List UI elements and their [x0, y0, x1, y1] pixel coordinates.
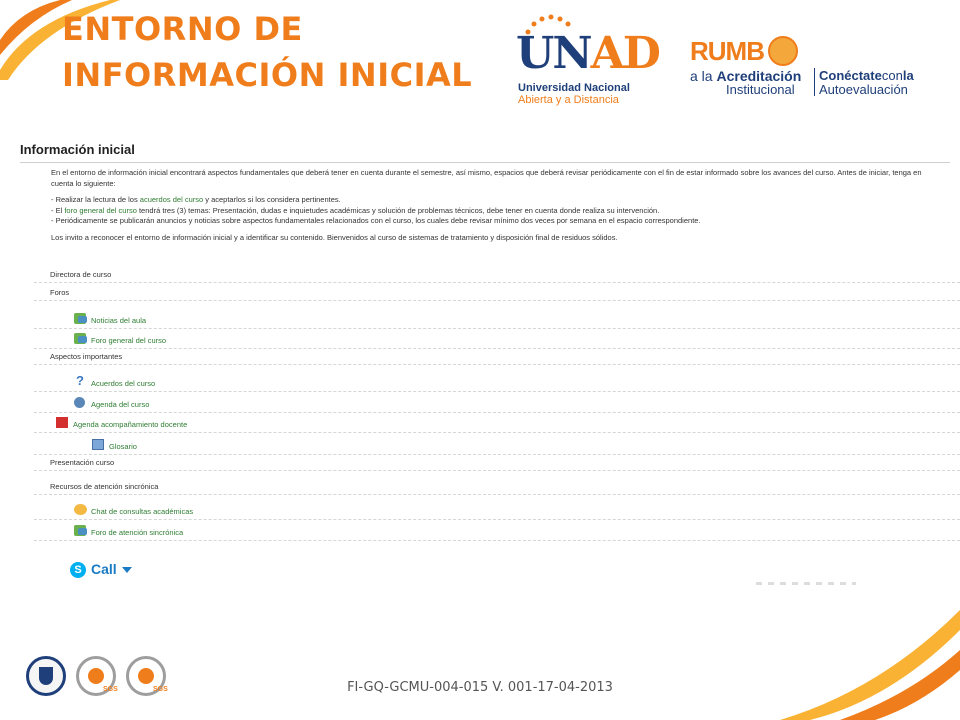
- course-page-screenshot: [16, 126, 960, 596]
- forum-icon: [74, 525, 86, 536]
- question-icon: ?: [76, 373, 84, 388]
- list-item[interactable]: Agenda acompañamiento docente: [34, 414, 960, 433]
- slide-title-line1: ENTORNO DE: [62, 10, 303, 48]
- foro-inline-link[interactable]: foro general del curso: [64, 205, 137, 215]
- unad-line2: Abierta y a Distancia: [518, 94, 619, 106]
- rumbo-line1: a la Acreditación: [690, 68, 802, 84]
- unad-wordmark: UNAD: [516, 28, 659, 79]
- list-item[interactable]: Noticias del aula: [34, 310, 960, 329]
- list-item[interactable]: Glosario: [34, 436, 960, 455]
- bullet-foro: - El foro general del curso tendrá tres (3) temas: Presentación, dudas e inquietudes académicas y solución de problemas técnicos, debe tener en cuenta donde realiza su intervención.: [51, 205, 660, 215]
- welcome-paragraph: Los invito a reconocer el entorno de información inicial y a identificar su contenido. Bienvenidos al curso de sistemas de tratamiento y disposición final de residuos sólidos.: [51, 232, 618, 242]
- list-item[interactable]: Foro general del curso: [34, 330, 960, 349]
- list-item[interactable]: Agenda del curso: [34, 394, 960, 413]
- title-divider: [20, 162, 950, 163]
- unad-logo: [516, 14, 659, 110]
- forum-icon: [74, 333, 86, 344]
- intro-paragraph: En el entorno de información inicial encontrará aspectos fundamentales que deberá tener en cuenta durante el semestre, así mismo, espacios que deberá revisar periódicamente con el fin de estar informado sobre los avances del curso. Antes de iniciar, tenga en cuenta lo siguiente:: [51, 168, 922, 188]
- sgs-certification-badge: SGS: [126, 656, 166, 696]
- rumbo-logo: [688, 34, 928, 100]
- globe-icon: [768, 36, 798, 66]
- list-item[interactable]: ? Acuerdos del curso: [34, 373, 960, 392]
- glossary-icon: [92, 439, 104, 450]
- list-item: Directora de curso: [34, 264, 960, 283]
- section-header: Aspectos importantes: [34, 346, 960, 365]
- chat-icon: [74, 504, 87, 515]
- section-header: Presentación curso: [34, 452, 960, 471]
- skype-icon: S: [70, 562, 86, 578]
- document-code: FI-GQ-GCMU-004-015 V. 001-17-04-2013: [347, 680, 613, 695]
- rumbo-right2: Autoevaluación: [819, 82, 908, 97]
- rumbo-right1: Conéctateconla: [819, 68, 914, 83]
- intro-text: [51, 168, 941, 249]
- forum-icon: [74, 313, 86, 324]
- slide-title: [62, 6, 472, 98]
- course-page-title: Información inicial: [20, 142, 135, 157]
- call-label: Call: [91, 561, 117, 577]
- bullet-acuerdos: - Realizar la lectura de los acuerdos del curso y aceptarlos si los considera pertinentes.: [51, 195, 341, 204]
- bullet-anuncios: - Periódicamente se publicarán anuncios y noticias sobre aspectos fundamentales relacionados con el curso, los cuales debe revisar mínimo dos veces por semana en el espacio correspondiente.: [51, 216, 701, 225]
- section-header: Recursos de atención sincrónica: [34, 476, 960, 495]
- sgs-certification-badge: SGS: [76, 656, 116, 696]
- chevron-down-icon: [122, 567, 132, 573]
- section-header: Foros: [34, 282, 960, 301]
- unad-line1: Universidad Nacional: [518, 82, 630, 94]
- bottom-right-swoosh: [780, 600, 960, 720]
- acuerdos-inline-link[interactable]: acuerdos del curso: [139, 195, 204, 204]
- rumbo-divider: [814, 68, 815, 96]
- slide-title-line2: INFORMACIÓN INICIAL: [62, 56, 473, 94]
- rumbo-line2: Institucional: [726, 82, 795, 97]
- pdf-icon: [56, 417, 68, 428]
- list-item[interactable]: Chat de consultas académicas: [34, 501, 960, 520]
- calendar-icon: [74, 397, 85, 408]
- list-item[interactable]: Foro de atención sincrónica: [34, 522, 960, 541]
- faded-text: [756, 582, 856, 585]
- rumbo-word: RUMB: [690, 36, 764, 66]
